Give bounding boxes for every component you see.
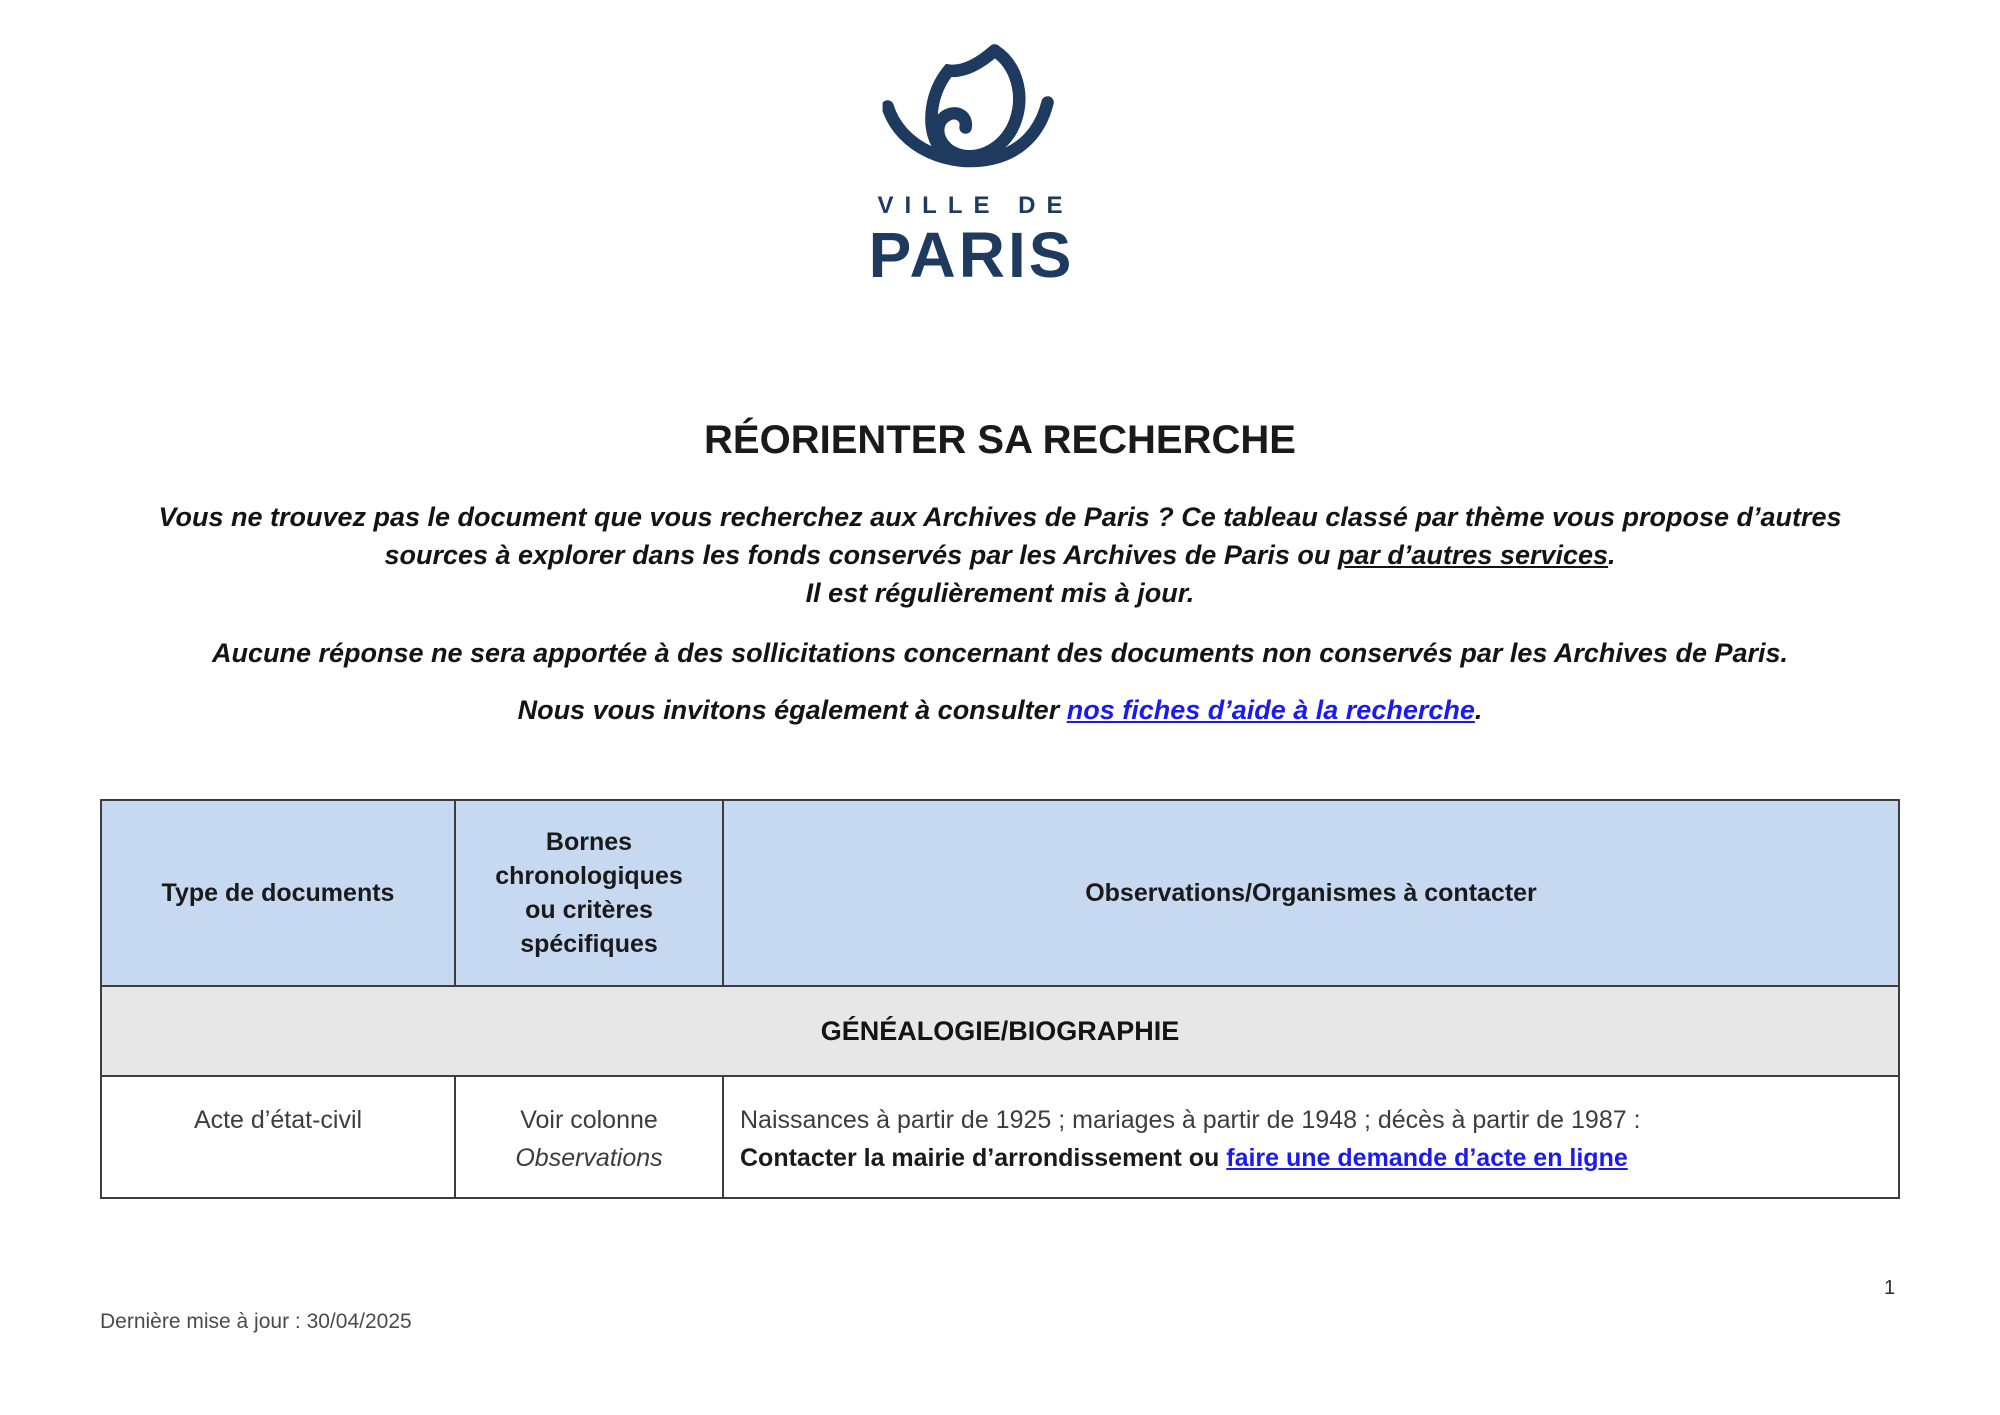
last-updated-text: Dernière mise à jour : 30/04/2025 [100, 1310, 412, 1333]
obs-line2-bold: Contacter la mairie d’arrondissement ou [740, 1144, 1227, 1172]
cell-bornes [455, 1076, 723, 1198]
logo-text-ville-de: VILLE DE [877, 192, 1074, 219]
intro-p1-line2-post: . [1608, 540, 1616, 570]
header-observations-organismes: Observations/Organismes à contacter [723, 800, 1899, 986]
intro-paragraph-1 [100, 498, 1900, 612]
bornes-line1: Voir colonne [520, 1106, 658, 1134]
bornes-line2: Observations [515, 1144, 663, 1172]
header-type-de-documents: Type de documents [101, 800, 455, 986]
link-demande-acte-en-ligne[interactable]: faire une demande d’acte en ligne [1226, 1144, 1628, 1172]
intro-p3-post: . [1474, 695, 1483, 725]
table-header-row [101, 800, 1899, 986]
header-bornes-chronologiques: Bornes chronologiques ou critères spécifiques [455, 800, 723, 986]
intro-p1-line2-pre: sources à explorer dans les fonds conservés par les Archives de Paris ou [384, 540, 1338, 570]
page-title: RÉORIENTER SA RECHERCHE [704, 418, 1296, 462]
reorientation-table [100, 799, 1900, 1199]
obs-line1: Naissances à partir de 1925 ; mariages à partir de 1948 ; décès à partir de 1987 : [740, 1106, 1641, 1134]
table-section-row [101, 986, 1899, 1076]
intro-text [100, 498, 1900, 729]
intro-p3-pre: Nous vous invitons également à consulter [517, 695, 1067, 725]
intro-paragraph-3 [100, 691, 1900, 729]
intro-paragraph-2: Aucune réponse ne sera apportée à des sollicitations concernant des documents non conservés par les Archives de Paris. [211, 638, 1789, 668]
link-fiches-aide-recherche[interactable]: nos fiches d’aide à la recherche [1066, 695, 1475, 725]
cell-observations [723, 1076, 1899, 1198]
paris-sail-icon [883, 40, 1058, 180]
logo-text-paris: PARIS [868, 219, 1075, 291]
cell-type-document: Acte d’état-civil [101, 1076, 455, 1198]
table-row [101, 1076, 1899, 1198]
intro-p1-line1: Vous ne trouvez pas le document que vous recherchez aux Archives de Paris ? Ce tableau classé par thème vous propose d’autres [158, 502, 1842, 532]
page-number: 1 [1884, 1277, 1896, 1299]
link-autres-services[interactable]: par d’autres services [1337, 540, 1609, 570]
section-genealogie-biographie: GÉNÉALOGIE/BIOGRAPHIE [101, 986, 1899, 1076]
intro-p1-line3: Il est régulièrement mis à jour. [805, 578, 1195, 608]
ville-de-paris-logo [866, 40, 1075, 289]
